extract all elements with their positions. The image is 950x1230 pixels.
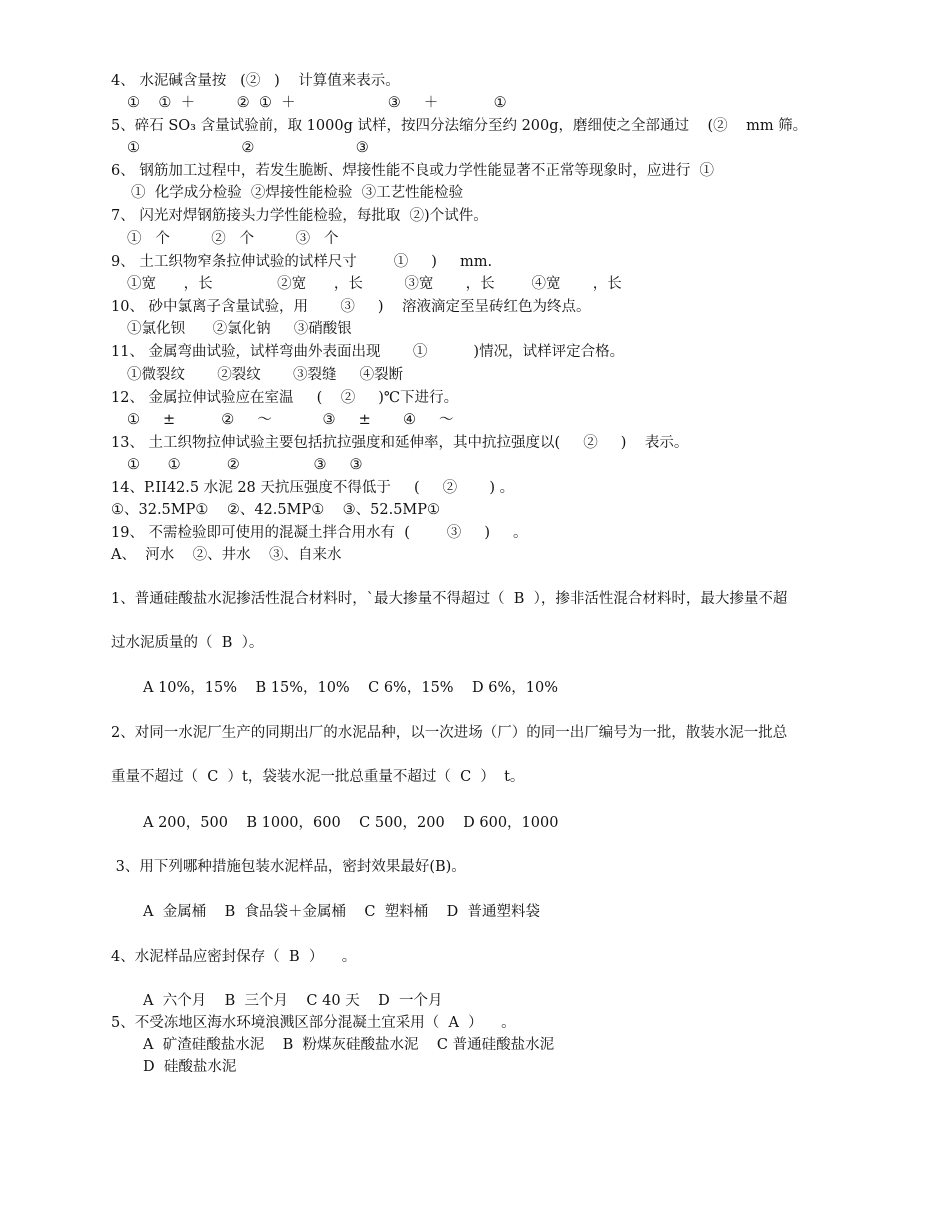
mc-question-5-line1: 5、不受冻地区海水环境浪溅区部分混凝土宜采用（ A ） 。 <box>111 1015 516 1031</box>
mc-question-1-line1: 1、普通硅酸盐水泥掺活性混合材料时，`最大掺量不得超过（ B ），掺非活性混合材料时，最大掺量不超 <box>111 591 788 607</box>
question-14-options: ①、32.5MP① ②、42.5MP① ③、52.5MP① <box>111 502 441 518</box>
mc-question-2-line1: 2、对同一水泥厂生产的同期出厂的水泥品种，以一次进场（厂）的同一出厂编号为一批，散装水泥一批总 <box>111 725 788 741</box>
question-5-text: 5、碎石 SO₃ 含量试验前，取 1000g 试样，按四分法缩分至约 200g，磨细使之全部通过 (② mm 筛。 <box>111 118 808 134</box>
question-5-options: ① ② ③ <box>127 140 369 156</box>
question-9-text: 9、 土工织物窄条拉伸试验的试样尺寸 ① ) mm. <box>111 254 493 270</box>
mc-question-2-options: A 200，500 B 1000，600 C 500，200 D 600，1000 <box>143 815 559 831</box>
mc-question-2-line2: 重量不超过（ C ）t，袋装水泥一批总重量不超过（ C ） t。 <box>111 769 525 785</box>
mc-question-3-line1: 3、用下列哪种措施包装水泥样品，密封效果最好(B)。 <box>111 859 466 875</box>
question-6-text: 6、 钢筋加工过程中，若发生脆断、焊接性能不良或力学性能显著不正常等现象时，应进行 ① <box>111 163 715 179</box>
question-9-options: ①宽 ，长 ②宽 ，长 ③宽 ，长 ④宽 ，长 <box>127 276 622 292</box>
question-6-options: ① 化学成分检验 ②焊接性能检验 ③工艺性能检验 <box>131 185 464 201</box>
question-10-text: 10、 砂中氯离子含量试验，用 ③ ) 溶液滴定至呈砖红色为终点。 <box>111 299 591 315</box>
question-7-text: 7、 闪光对焊钢筋接头力学性能检验，每批取 ②)个试件。 <box>111 208 488 224</box>
question-19-text: 19、 不需检验即可使用的混凝土拌合用水有 ( ③ ) 。 <box>111 525 528 541</box>
mc-question-4-options: A 六个月 B 三个月 C 40 天 D 一个月 <box>143 993 443 1009</box>
question-13-text: 13、 土工织物拉伸试验主要包括抗拉强度和延伸率，其中抗拉强度以( ② ) 表示。 <box>111 435 689 451</box>
question-12-text: 12、 金属拉伸试验应在室温 ( ② )℃下进行。 <box>111 390 459 406</box>
question-4-text: 4、 水泥碱含量按 (② ) 计算值来表示。 <box>111 73 400 89</box>
question-11-text: 11、 金属弯曲试验，试样弯曲外表面出现 ① )情况，试样评定合格。 <box>111 344 625 360</box>
question-10-options: ①氯化钡 ②氯化钠 ③硝酸银 <box>127 321 352 337</box>
mc-question-5-options: A 矿渣硅酸盐水泥 B 粉煤灰硅酸盐水泥 C 普通硅酸盐水泥 <box>143 1037 555 1053</box>
question-11-options: ①微裂纹 ②裂纹 ③裂缝 ④裂断 <box>127 367 404 383</box>
question-19-options: A、 河水 ②、井水 ③、自来水 <box>111 547 342 563</box>
question-12-options: ① ± ② ～ ③ ± ④ ～ <box>127 412 454 428</box>
mc-question-4-line1: 4、水泥样品应密封保存（ B ） 。 <box>111 949 357 965</box>
question-7-options: ① 个 ② 个 ③ 个 <box>127 231 339 247</box>
mc-question-3-options: A 金属桶 B 食品袋＋金属桶 C 塑料桶 D 普通塑料袋 <box>143 904 541 920</box>
question-13-options: ① ① ② ③ ③ <box>127 457 363 473</box>
question-4-options: ① ① ＋ ② ① ＋ ③ ＋ ① <box>127 95 507 111</box>
mc-question-1-options: A 10%，15% B 15%，10% C 6%，15% D 6%，10% <box>143 680 558 696</box>
question-14-text: 14、P.II42.5 水泥 28 天抗压强度不得低于 ( ② ) 。 <box>111 480 515 496</box>
mc-question-5-options-2: D 硅酸盐水泥 <box>143 1059 237 1075</box>
mc-question-1-line2: 过水泥质量的（ B ）。 <box>111 635 264 651</box>
